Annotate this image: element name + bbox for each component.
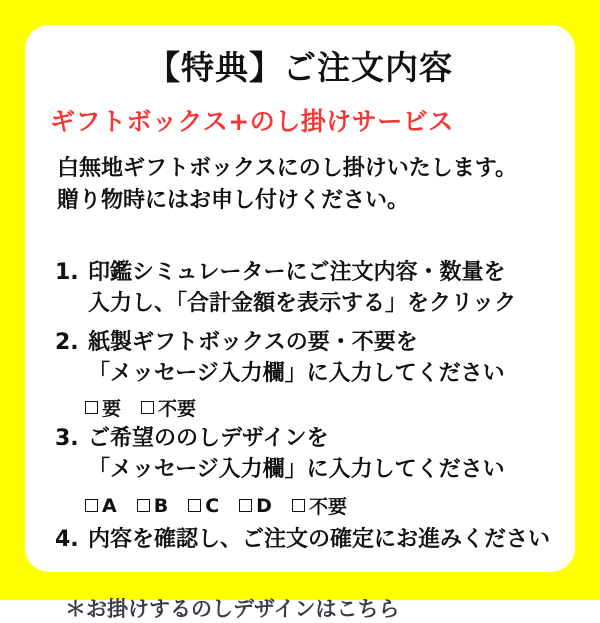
option-c	[188, 495, 219, 517]
intro-line-1: 白無地ギフトボックスにのし掛けいたします。	[57, 156, 518, 181]
option-a	[85, 495, 117, 517]
step-2-line-2: 「メッセージ入力欄」に入力してください	[88, 361, 505, 386]
intro-line-2: 贈り物時にはお申し付けください。	[57, 188, 410, 213]
step-4	[55, 524, 560, 555]
step-1-line-1: 印鑑シミュレーターにご注文内容・数量を	[88, 260, 506, 285]
option-d	[239, 495, 272, 517]
checkbox-icon	[188, 499, 201, 512]
step-2-line-1: 紙製ギフトボックスの要・不要を	[88, 330, 418, 355]
checkbox-icon	[239, 499, 252, 512]
step-4-number: 4.	[55, 527, 79, 552]
step-4-line-1: 内容を確認し、ご注文の確定にお進みください	[88, 527, 551, 552]
step-3	[55, 423, 560, 485]
option-no	[141, 394, 196, 421]
option-d-label: D	[256, 494, 272, 517]
step-3-line-2: 「メッセージ入力欄」に入力してください	[88, 457, 505, 482]
step-3-line-1: ご希望ののしデザインを	[88, 426, 329, 451]
page-title: 【特典】ご注文内容	[147, 48, 453, 87]
checkbox-icon	[292, 499, 305, 512]
checkbox-icon	[137, 499, 150, 512]
checkbox-icon	[85, 401, 98, 414]
step-2	[55, 327, 560, 389]
option-b	[137, 495, 168, 517]
checkbox-icon	[141, 401, 154, 414]
option-c-label: C	[205, 494, 220, 517]
option-none-label: 不要	[308, 496, 347, 518]
option-no-label: 不要	[158, 398, 197, 420]
step-2-number: 2.	[55, 330, 79, 355]
intro-paragraph	[57, 153, 517, 217]
option-a-label: A	[102, 494, 117, 517]
step-3-options	[85, 492, 347, 519]
service-subtitle: ギフトボックス+のし掛けサービス	[50, 107, 454, 136]
option-yes-label: 要	[102, 398, 122, 420]
option-none	[292, 492, 347, 519]
checkbox-icon	[85, 499, 98, 512]
step-3-number: 3.	[55, 426, 79, 451]
bottom-cutoff-text: ＊お掛けするのしデザインはこちら	[65, 597, 400, 621]
step-1-number: 1.	[55, 260, 79, 285]
step-1	[55, 257, 560, 319]
step-2-options	[85, 394, 196, 421]
step-1-line-2: 入力し、「合計金額を表示する」をクリック	[88, 291, 517, 316]
option-yes	[85, 394, 121, 421]
option-b-label: B	[153, 494, 169, 517]
